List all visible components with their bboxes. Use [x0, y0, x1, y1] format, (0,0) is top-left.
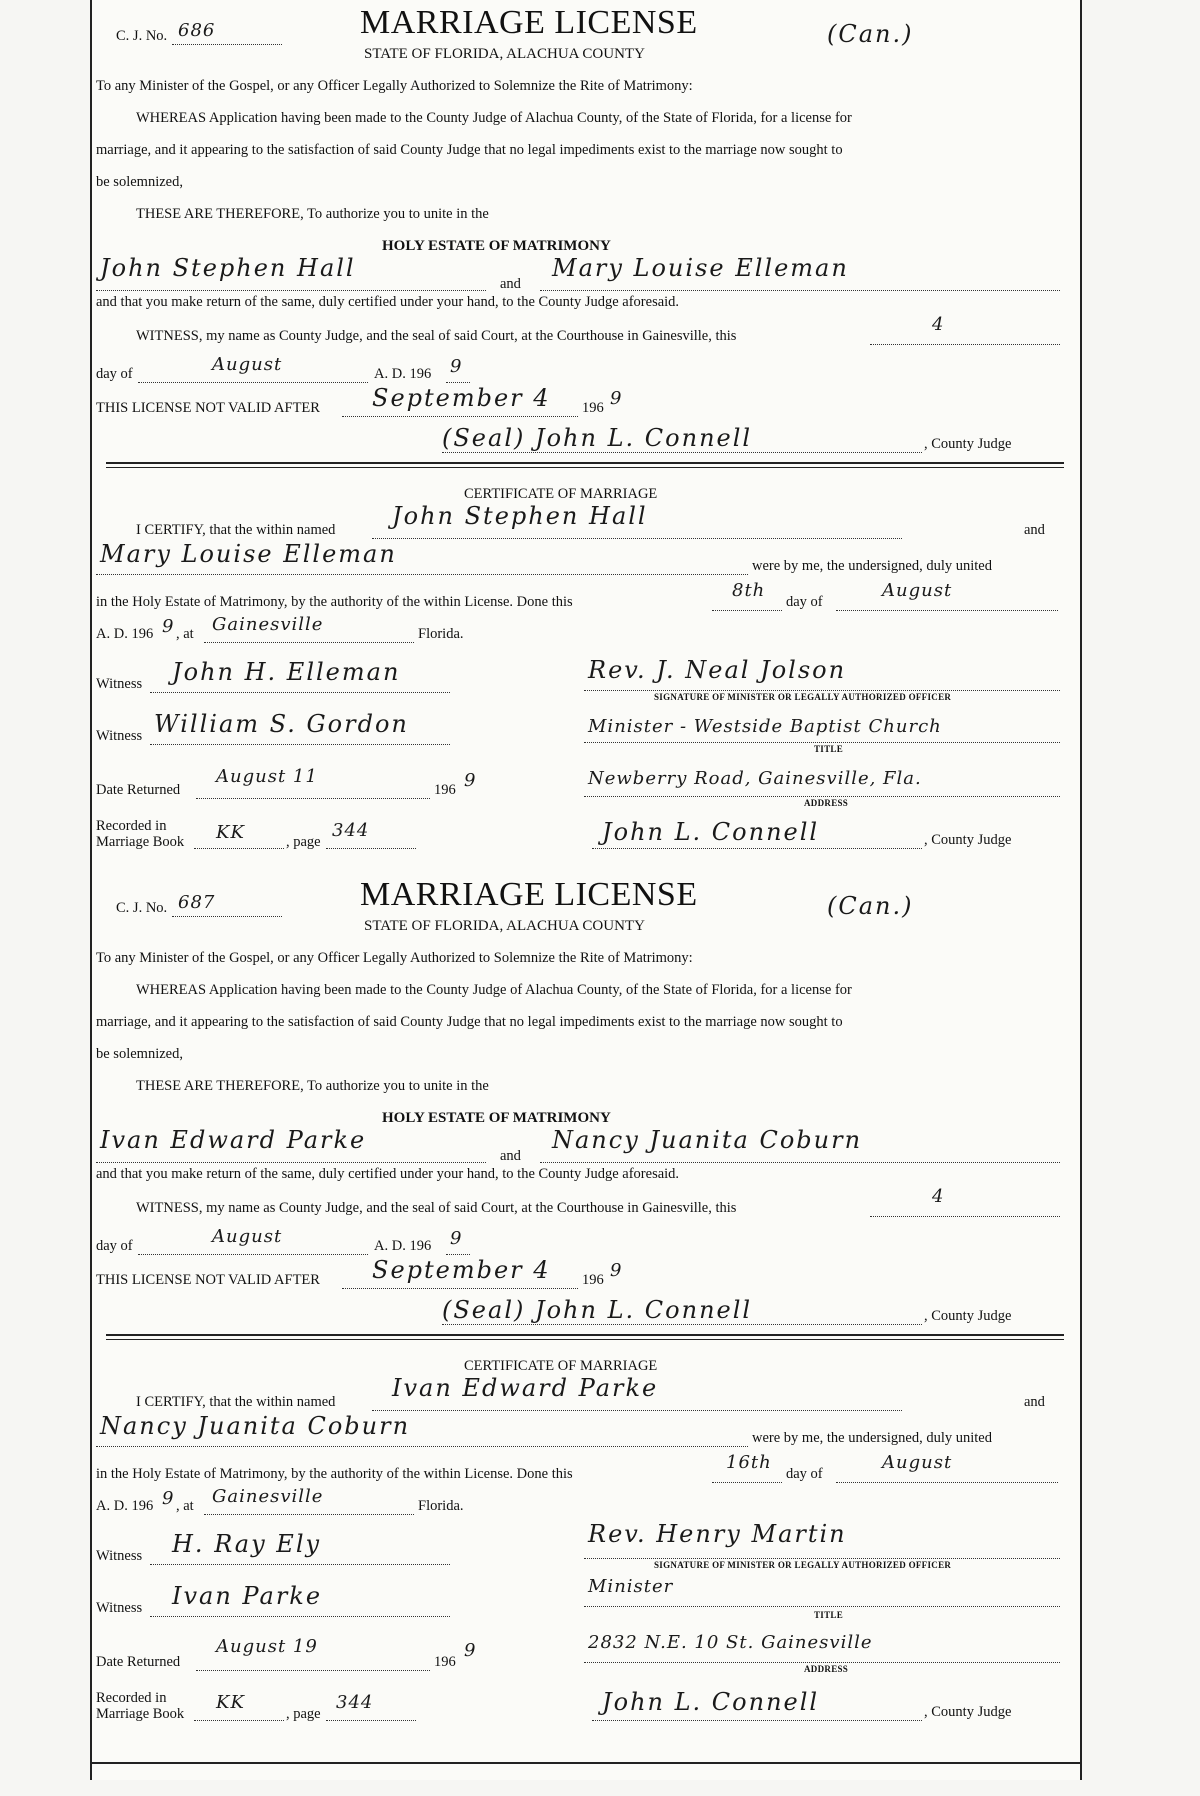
return-line: and that you make return of the same, duly certified under your hand, to the County Judge aforesaid.: [96, 1166, 680, 1182]
witness-day: 4: [932, 1186, 945, 1207]
date-returned: August 11: [216, 766, 318, 787]
returned-year-prefix: 196: [434, 1654, 456, 1670]
officer-caption: SIGNATURE OF MINISTER OR LEGALLY AUTHORIZED OFFICER: [654, 692, 952, 702]
not-valid-year: 9: [610, 1260, 623, 1281]
recorder-signature: John L. Connell: [602, 818, 820, 846]
salutation: To any Minister of the Gospel, or any Officer Legally Authorized to Solemnize the Rite of Matrimony:: [96, 78, 693, 94]
title-caption: TITLE: [814, 744, 844, 754]
officer-title: Minister - Westside Baptist Church: [588, 716, 942, 737]
whereas-line-1: WHEREAS Application having been made to the County Judge of Alachua County, of the State of Florida, for a license for: [136, 110, 852, 126]
certify-label: I CERTIFY, that the within named: [136, 522, 336, 538]
address-caption: ADDRESS: [804, 1664, 849, 1674]
not-valid-date: September 4: [372, 1256, 551, 1284]
marriage-place: Gainesville: [212, 614, 324, 635]
witness-line: WITNESS, my name as County Judge, and the seal of said Court, at the Courthouse in Gainesville, this: [136, 1200, 737, 1216]
officer-title: Minister: [588, 1576, 674, 1597]
day-of-month: August: [212, 1226, 283, 1247]
cj-number: 686: [178, 20, 216, 41]
record-page: [90, 0, 1082, 1780]
page-label: , page: [286, 1706, 321, 1722]
license-title: MARRIAGE LICENSE: [360, 4, 698, 41]
margin-note: (Can.): [827, 892, 914, 920]
returned-year-prefix: 196: [434, 782, 456, 798]
not-valid-label: THIS LICENSE NOT VALID AFTER: [96, 400, 320, 416]
county-judge-label: , County Judge: [924, 1308, 1012, 1324]
officer-address: Newberry Road, Gainesville, Fla.: [588, 768, 922, 789]
groom-name: John Stephen Hall: [100, 254, 356, 282]
officer-caption: SIGNATURE OF MINISTER OR LEGALLY AUTHORIZED OFFICER: [654, 1560, 952, 1570]
day-of-label-2: day of: [786, 1466, 823, 1482]
witness-1-name: H. Ray Ely: [172, 1530, 322, 1558]
day-of-label-2: day of: [786, 594, 823, 610]
at-label: , at: [176, 1498, 194, 1514]
not-valid-year: 9: [610, 388, 623, 409]
holy-estate-heading: HOLY ESTATE OF MATRIMONY: [382, 238, 611, 254]
ad-label: A. D. 196: [374, 366, 432, 382]
day-of-label: day of: [96, 1238, 133, 1254]
page-label: , page: [286, 834, 321, 850]
ad-year: 9: [450, 356, 463, 377]
certificate-bride: Mary Louise Elleman: [100, 540, 397, 568]
returned-year: 9: [464, 770, 477, 791]
whereas-line-2: marriage, and it appearing to the satisfaction of said County Judge that no legal impediments exist to the marriage now sought to: [96, 142, 843, 158]
united-label: were by me, the undersigned, duly united: [752, 1430, 992, 1446]
witness-line: WITNESS, my name as County Judge, and the seal of said Court, at the Courthouse in Gainesville, this: [136, 328, 737, 344]
therefore-line: THESE ARE THEREFORE, To authorize you to unite in the: [136, 1078, 489, 1094]
county-judge-label-2: , County Judge: [924, 1704, 1012, 1720]
book-letters: KK: [216, 822, 245, 843]
certificate-groom: John Stephen Hall: [392, 502, 648, 530]
whereas-line-3: be solemnized,: [96, 1046, 183, 1062]
day-of-label: day of: [96, 366, 133, 382]
done-month: August: [882, 580, 953, 601]
cj-number: 687: [178, 892, 216, 913]
done-day: 8th: [732, 580, 766, 601]
witness-day: 4: [932, 314, 945, 335]
certificate-and: and: [1024, 1394, 1045, 1410]
witness-2-name: William S. Gordon: [154, 710, 409, 738]
return-line: and that you make return of the same, duly certified under your hand, to the County Judge aforesaid.: [96, 294, 680, 310]
license-subtitle: STATE OF FLORIDA, ALACHUA COUNTY: [364, 46, 645, 62]
ad2-label: A. D. 196: [96, 626, 154, 642]
at-label: , at: [176, 626, 194, 642]
county-judge-label: , County Judge: [924, 436, 1012, 452]
therefore-line: THESE ARE THEREFORE, To authorize you to unite in the: [136, 206, 489, 222]
and-label: and: [500, 1148, 521, 1164]
florida-label: Florida.: [418, 1498, 464, 1514]
recorded-label-1: Recorded in: [96, 1690, 167, 1706]
united-label: were by me, the undersigned, duly united: [752, 558, 992, 574]
certificate-title: CERTIFICATE OF MARRIAGE: [464, 486, 658, 502]
cj-label: C. J. No.: [116, 28, 168, 44]
judge-signature: (Seal) John L. Connell: [442, 424, 753, 452]
page-number: 344: [336, 1692, 374, 1713]
marriage-place: Gainesville: [212, 1486, 324, 1507]
page-number: 344: [332, 820, 370, 841]
groom-name: Ivan Edward Parke: [100, 1126, 367, 1154]
witness-2-label: Witness: [96, 1600, 143, 1616]
certify-label: I CERTIFY, that the within named: [136, 1394, 336, 1410]
address-caption: ADDRESS: [804, 798, 849, 808]
ad-label: A. D. 196: [374, 1238, 432, 1254]
done-day: 16th: [726, 1452, 772, 1473]
holy-estate-heading: HOLY ESTATE OF MATRIMONY: [382, 1110, 611, 1126]
florida-label: Florida.: [418, 626, 464, 642]
ad2-year: 9: [162, 1488, 175, 1509]
recorded-label-1: Recorded in: [96, 818, 167, 834]
officer-signature: Rev. J. Neal Jolson: [588, 656, 847, 684]
bride-name: Nancy Juanita Coburn: [552, 1126, 863, 1154]
witness-1-name: John H. Elleman: [172, 658, 401, 686]
officer-address: 2832 N.E. 10 St. Gainesville: [588, 1632, 873, 1653]
license-title: MARRIAGE LICENSE: [360, 876, 698, 913]
license-subtitle: STATE OF FLORIDA, ALACHUA COUNTY: [364, 918, 645, 934]
day-of-month: August: [212, 354, 283, 375]
returned-year: 9: [464, 1640, 477, 1661]
ad-year: 9: [450, 1228, 463, 1249]
ad2-year: 9: [162, 616, 175, 637]
witness-2-label: Witness: [96, 728, 143, 744]
date-returned-label: Date Returned: [96, 1654, 181, 1670]
date-returned: August 19: [216, 1636, 318, 1657]
not-valid-date: September 4: [372, 384, 551, 412]
whereas-line-2: marriage, and it appearing to the satisfaction of said County Judge that no legal impediments exist to the marriage now sought to: [96, 1014, 843, 1030]
recorded-label-2: Marriage Book: [96, 1706, 185, 1722]
not-valid-year-prefix: 196: [582, 1272, 604, 1288]
cj-label: C. J. No.: [116, 900, 168, 916]
ad2-label: A. D. 196: [96, 1498, 154, 1514]
officer-signature: Rev. Henry Martin: [588, 1520, 847, 1548]
done-month: August: [882, 1452, 953, 1473]
salutation: To any Minister of the Gospel, or any Officer Legally Authorized to Solemnize the Rite of Matrimony:: [96, 950, 693, 966]
certificate-and: and: [1024, 522, 1045, 538]
county-judge-label-2: , County Judge: [924, 832, 1012, 848]
certificate-groom: Ivan Edward Parke: [392, 1374, 659, 1402]
certificate-bride: Nancy Juanita Coburn: [100, 1412, 411, 1440]
whereas-line-1: WHEREAS Application having been made to the County Judge of Alachua County, of the State of Florida, for a license for: [136, 982, 852, 998]
certificate-title: CERTIFICATE OF MARRIAGE: [464, 1358, 658, 1374]
page-bottom-rule: [92, 1762, 1080, 1764]
whereas-line-3: be solemnized,: [96, 174, 183, 190]
judge-signature: (Seal) John L. Connell: [442, 1296, 753, 1324]
witness-2-name: Ivan Parke: [172, 1582, 323, 1610]
witness-1-label: Witness: [96, 676, 143, 692]
recorder-signature: John L. Connell: [602, 1688, 820, 1716]
holy-estate-line: in the Holy Estate of Matrimony, by the authority of the within License. Done this: [96, 594, 573, 610]
date-returned-label: Date Returned: [96, 782, 181, 798]
and-label: and: [500, 276, 521, 292]
title-caption: TITLE: [814, 1610, 844, 1620]
book-letters: KK: [216, 1692, 245, 1713]
not-valid-label: THIS LICENSE NOT VALID AFTER: [96, 1272, 320, 1288]
recorded-label-2: Marriage Book: [96, 834, 185, 850]
not-valid-year-prefix: 196: [582, 400, 604, 416]
margin-note: (Can.): [827, 20, 914, 48]
holy-estate-line: in the Holy Estate of Matrimony, by the authority of the within License. Done this: [96, 1466, 573, 1482]
witness-1-label: Witness: [96, 1548, 143, 1564]
bride-name: Mary Louise Elleman: [552, 254, 849, 282]
